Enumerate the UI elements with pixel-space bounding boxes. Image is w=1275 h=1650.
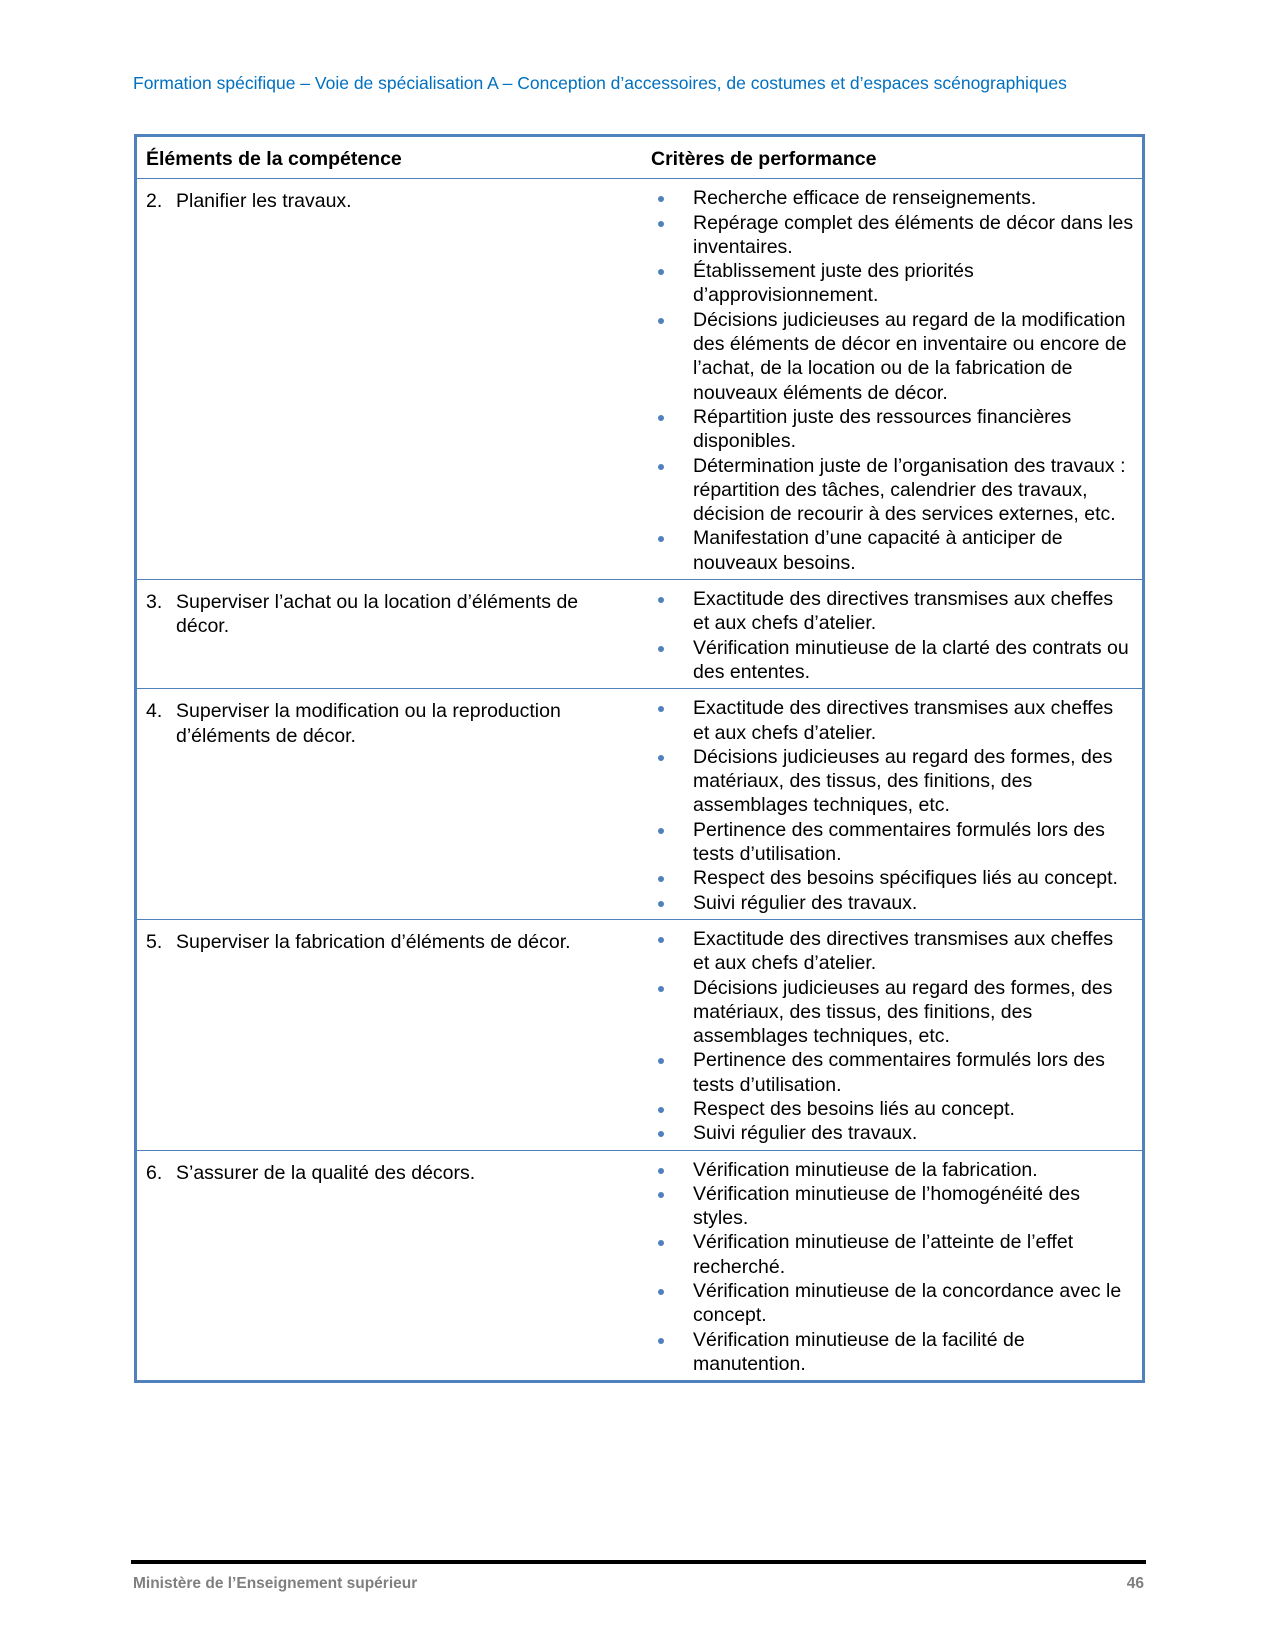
- list-item: Pertinence des commentaires formulés lors des tests d’utilisation.: [651, 1048, 1134, 1097]
- element-cell: [136, 919, 643, 1150]
- criteria-cell: [642, 1150, 1144, 1382]
- bullet-icon: [658, 986, 664, 992]
- table-row: [136, 1150, 1144, 1382]
- list-item: Vérification minutieuse de la fabrication.: [651, 1158, 1134, 1182]
- bullet-icon: [658, 1192, 664, 1198]
- bullet-icon: [658, 828, 664, 834]
- table-header-row: [136, 136, 1144, 179]
- criteria-cell: [642, 580, 1144, 689]
- table-row: [136, 919, 1144, 1150]
- list-item: Vérification minutieuse de la facilité de manutention.: [651, 1328, 1134, 1377]
- list-item: Respect des besoins spécifiques liés au concept.: [651, 866, 1134, 890]
- element-text: Superviser l’achat ou la location d’éléments de décor.: [176, 591, 579, 638]
- table-row: [136, 179, 1144, 580]
- column-header-elements: Éléments de la compétence: [136, 136, 643, 179]
- footer-publisher: Ministère de l’Enseignement supérieur: [133, 1575, 418, 1592]
- bullet-icon: [658, 646, 664, 652]
- page-number: 46: [1126, 1575, 1144, 1592]
- list-item: Exactitude des directives transmises aux cheffes et aux chefs d’atelier.: [651, 696, 1134, 745]
- list-item: Respect des besoins liés au concept.: [651, 1097, 1134, 1121]
- list-item: Décisions judicieuses au regard des formes, des matériaux, des tissus, des finitions, des assemblages techniques, etc.: [651, 745, 1134, 818]
- bullet-icon: [658, 597, 664, 603]
- element-text: Superviser la fabrication d’éléments de décor.: [176, 930, 571, 953]
- bullet-icon: [658, 876, 664, 882]
- bullet-icon: [658, 706, 664, 712]
- bullet-icon: [658, 1131, 664, 1137]
- list-item: Exactitude des directives transmises aux cheffes et aux chefs d’atelier.: [651, 927, 1134, 976]
- bullet-icon: [658, 269, 664, 275]
- list-item: Établissement juste des priorités d’approvisionnement.: [651, 259, 1134, 308]
- bullet-icon: [658, 1058, 664, 1064]
- list-item: Vérification minutieuse de l’atteinte de l’effet recherché.: [651, 1230, 1134, 1279]
- list-item: Pertinence des commentaires formulés lors des tests d’utilisation.: [651, 818, 1134, 867]
- element-text: S’assurer de la qualité des décors.: [176, 1161, 476, 1184]
- list-item: Vérification minutieuse de l’homogénéité des styles.: [651, 1182, 1134, 1231]
- element-number: 4.: [146, 700, 163, 723]
- list-item: Décisions judicieuses au regard de la modification des éléments de décor en inventaire ou encore de l’achat, de la location ou de la fabrication de nouveaux éléments de décor.: [651, 308, 1134, 405]
- bullet-icon: [658, 1168, 664, 1174]
- criteria-list: [651, 927, 1134, 1146]
- running-header: Formation spécifique – Voie de spécialisation A – Conception d’accessoires, de costumes et d’espaces scénographiques: [133, 73, 1067, 93]
- element-number: 2.: [146, 190, 163, 213]
- element-text: Superviser la modification ou la reproduction d’éléments de décor.: [176, 700, 561, 747]
- bullet-icon: [658, 536, 664, 542]
- criteria-cell: [642, 919, 1144, 1150]
- column-header-criteria: Critères de performance: [642, 136, 1144, 179]
- criteria-list: [651, 587, 1134, 684]
- table-row: [136, 580, 1144, 689]
- criteria-cell: [642, 689, 1144, 920]
- footer-divider: [131, 1560, 1146, 1564]
- criteria-list: [651, 696, 1134, 915]
- bullet-icon: [658, 1240, 664, 1246]
- list-item: Manifestation d’une capacité à anticiper de nouveaux besoins.: [651, 526, 1134, 575]
- list-item: Vérification minutieuse de la concordance avec le concept.: [651, 1279, 1134, 1328]
- element-cell: [136, 179, 643, 580]
- criteria-list: [651, 1158, 1134, 1377]
- bullet-icon: [658, 937, 664, 943]
- list-item: Recherche efficace de renseignements.: [651, 186, 1134, 210]
- list-item: Exactitude des directives transmises aux cheffes et aux chefs d’atelier.: [651, 587, 1134, 636]
- list-item: Répartition juste des ressources financières disponibles.: [651, 405, 1134, 454]
- list-item: Vérification minutieuse de la clarté des contrats ou des ententes.: [651, 636, 1134, 685]
- bullet-icon: [658, 1289, 664, 1295]
- criteria-cell: [642, 179, 1144, 580]
- bullet-icon: [658, 1107, 664, 1113]
- bullet-icon: [658, 755, 664, 761]
- bullet-icon: [658, 1338, 664, 1344]
- list-item: Suivi régulier des travaux.: [651, 1121, 1134, 1145]
- list-item: Repérage complet des éléments de décor dans les inventaires.: [651, 211, 1134, 260]
- competence-table: [134, 134, 1145, 1383]
- bullet-icon: [658, 901, 664, 907]
- element-text: Planifier les travaux.: [176, 190, 352, 213]
- bullet-icon: [658, 464, 664, 470]
- bullet-icon: [658, 415, 664, 421]
- list-item: Décisions judicieuses au regard des formes, des matériaux, des tissus, des finitions, des assemblages techniques, etc.: [651, 976, 1134, 1049]
- list-item: Suivi régulier des travaux.: [651, 891, 1134, 915]
- element-cell: [136, 580, 643, 689]
- criteria-list: [651, 186, 1134, 575]
- table-row: [136, 689, 1144, 920]
- element-number: 5.: [146, 930, 163, 953]
- element-number: 6.: [146, 1161, 163, 1184]
- bullet-icon: [658, 196, 664, 202]
- element-number: 3.: [146, 591, 163, 614]
- list-item: Détermination juste de l’organisation des travaux : répartition des tâches, calendrier des travaux, décision de recourir à des services externes, etc.: [651, 454, 1134, 527]
- element-cell: [136, 1150, 643, 1382]
- bullet-icon: [658, 318, 664, 324]
- element-cell: [136, 689, 643, 920]
- bullet-icon: [658, 221, 664, 227]
